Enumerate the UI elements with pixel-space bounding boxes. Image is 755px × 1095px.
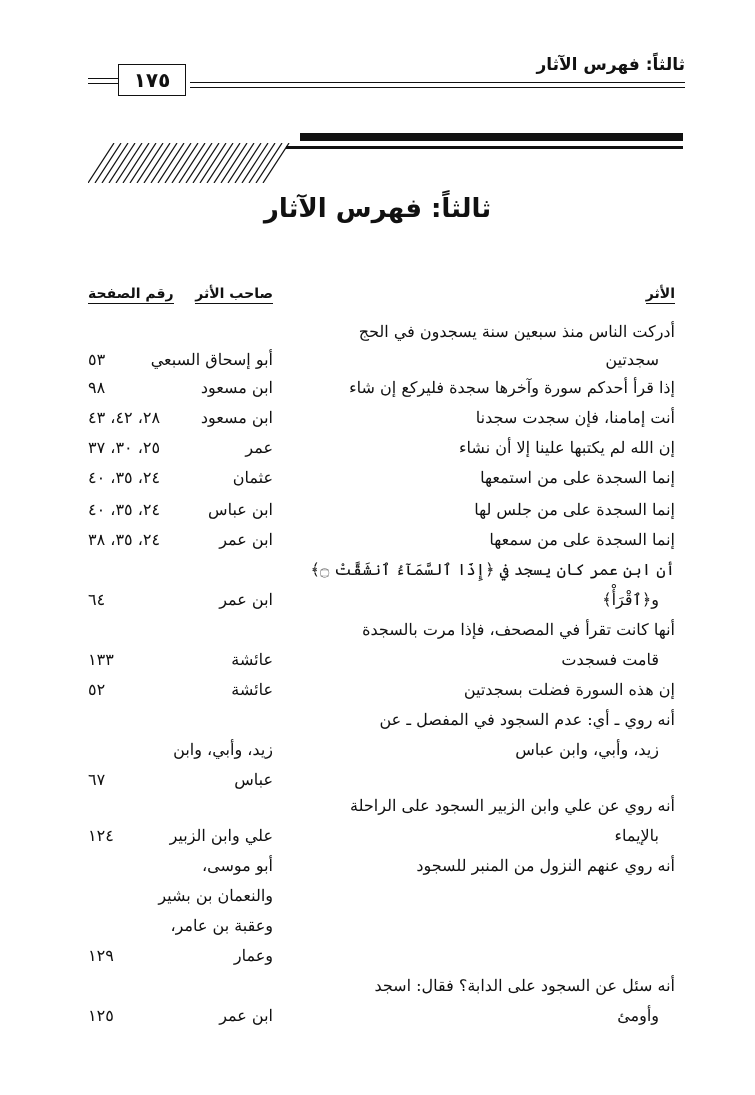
athar-line: إنما السجدة على من سمعها bbox=[489, 530, 675, 549]
section-title: ثالثاً: فهرس الآثار bbox=[263, 194, 492, 224]
section-thick-bar bbox=[300, 133, 683, 141]
page-ref: ٢٤، ٣٥، ٤٠ bbox=[88, 500, 161, 519]
section-thin-bar bbox=[286, 146, 683, 149]
column-header-author: صاحب الأثر bbox=[195, 286, 273, 302]
page-number: ١٧٥ bbox=[118, 64, 186, 96]
athar-line: إن الله لم يكتبها علينا إلا أن نشاء bbox=[459, 438, 675, 457]
author-line: عثمان bbox=[232, 468, 273, 487]
athar-line: و﴿ٱقْرَأْ﴾ bbox=[602, 590, 659, 609]
page-ref: ١٢٩ bbox=[88, 946, 114, 965]
athar-line: إن هذه السورة فضلت بسجدتين bbox=[463, 680, 675, 699]
athar-line: أنت إمامنا، فإن سجدت سجدنا bbox=[475, 408, 675, 427]
athar-line: أدركت الناس منذ سبعين سنة يسجدون في الحج bbox=[358, 322, 675, 341]
athar-line: أنه روي عن علي وابن الزبير السجود على الراحلة bbox=[350, 796, 675, 815]
athar-line: زيد، وأبي، وابن عباس bbox=[515, 740, 659, 759]
athar-line: إذا قرأ أحدكم سورة وآخرها سجدة فليركع إن شاء bbox=[349, 378, 675, 397]
page-ref: ١٣٣ bbox=[88, 650, 114, 669]
athar-line: قامت فسجدت bbox=[561, 650, 659, 669]
athar-line: أن ابن عمر كان يسجد في ﴿إِذَا ٱلسَّمَآءُ ٱنشَقَّتْ ۝﴾ bbox=[310, 560, 675, 579]
page-ref: ٢٤، ٣٥، ٤٠ bbox=[88, 468, 161, 487]
athar-line: أنه سئل عن السجود على الدابة؟ فقال: اسجد bbox=[374, 976, 675, 995]
author-line: عائشة bbox=[231, 650, 273, 669]
author-line: عائشة bbox=[231, 680, 273, 699]
author-line: ابن مسعود bbox=[200, 378, 273, 397]
athar-line: إنما السجدة على من جلس لها bbox=[474, 500, 675, 519]
page-ref: ١٢٥ bbox=[88, 1006, 114, 1025]
author-line: أبو إسحاق السبعي bbox=[150, 350, 273, 369]
athar-line: إنما السجدة على من استمعها bbox=[480, 468, 675, 487]
athar-line: أنه روي ـ أي: عدم السجود في المفصل ـ عن bbox=[379, 710, 675, 729]
page-ref: ٢٥، ٣٠، ٣٧ bbox=[88, 438, 161, 457]
athar-line: أنه روي عنهم النزول من المنبر للسجود bbox=[416, 856, 675, 875]
athar-line: وأومئ bbox=[617, 1006, 659, 1025]
page-ref: ٥٣ bbox=[88, 350, 106, 369]
page-ref: ٦٤ bbox=[88, 590, 106, 609]
author-line: وعمار bbox=[233, 946, 273, 965]
running-title: ثالثاً: فهرس الآثار bbox=[536, 55, 685, 75]
author-line: عباس bbox=[234, 770, 273, 789]
page-ref: ١٢٤ bbox=[88, 826, 114, 845]
page-number-left-rule bbox=[88, 78, 118, 79]
header-rule-second bbox=[190, 87, 685, 88]
author-line: ابن عمر bbox=[219, 590, 273, 609]
author-line: ابن عمر bbox=[219, 1006, 273, 1025]
page-number-left-rule-second bbox=[88, 83, 118, 84]
page-ref: ٢٤، ٣٥، ٣٨ bbox=[88, 530, 161, 549]
author-line: أبو موسى، bbox=[202, 856, 273, 875]
author-line: ابن عباس bbox=[208, 500, 273, 519]
author-line: زيد، وأبي، وابن bbox=[173, 740, 273, 759]
author-line: والنعمان بن بشير bbox=[158, 886, 273, 905]
column-header-pages: رقم الصفحة bbox=[88, 286, 174, 302]
author-line: عمر bbox=[245, 438, 273, 457]
page-ref: ٦٧ bbox=[88, 770, 106, 789]
page-ref: ٥٢ bbox=[88, 680, 106, 699]
page-ref: ٢٨، ٤٢، ٤٣ bbox=[88, 408, 161, 427]
page-ref: ٩٨ bbox=[88, 378, 106, 397]
header-rule bbox=[190, 82, 685, 83]
author-line: ابن عمر bbox=[219, 530, 273, 549]
author-line: وعقبة بن عامر، bbox=[170, 916, 273, 935]
athar-line: بالإيماء bbox=[614, 826, 659, 845]
column-header-athar: الأثر bbox=[645, 286, 675, 302]
hatched-ornament bbox=[88, 143, 303, 183]
author-line: علي وابن الزبير bbox=[169, 826, 273, 845]
athar-line: سجدتين bbox=[605, 350, 659, 369]
athar-line: أنها كانت تقرأ في المصحف، فإذا مرت بالسجدة bbox=[362, 620, 675, 639]
author-line: ابن مسعود bbox=[200, 408, 273, 427]
